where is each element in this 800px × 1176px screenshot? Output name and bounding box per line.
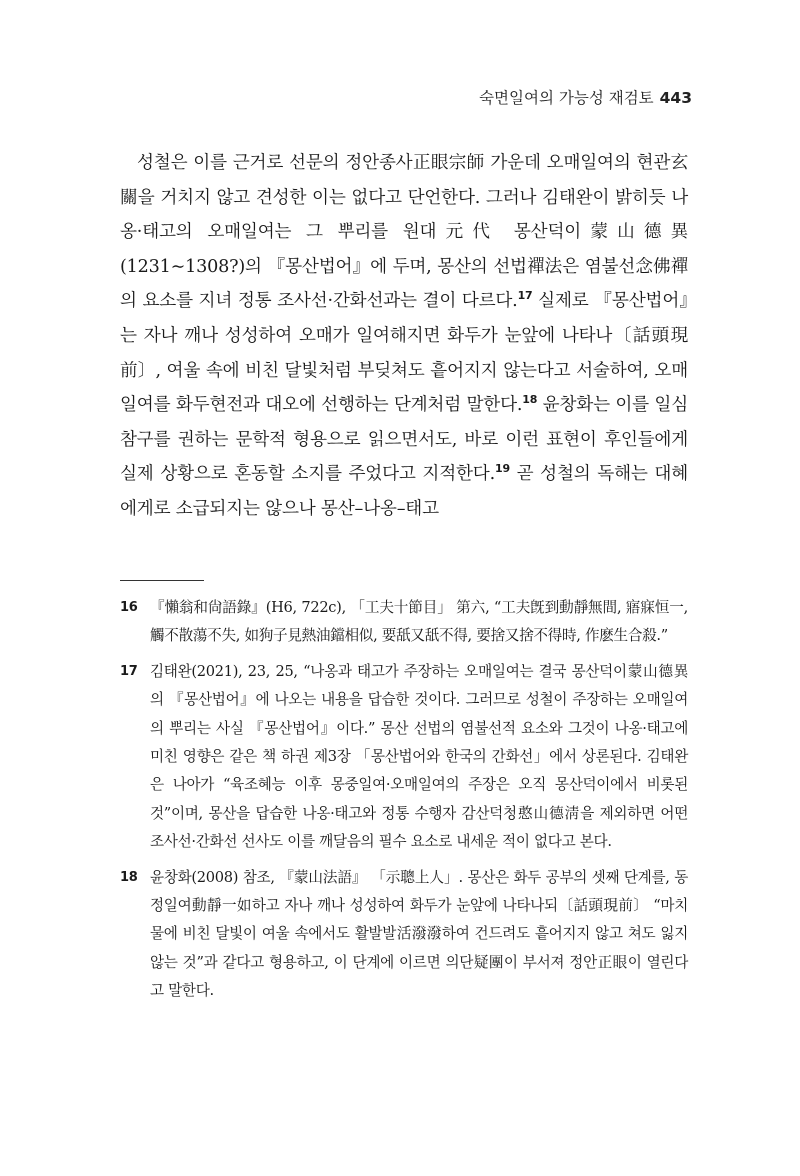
footnote-text: 『懶翁和尙語錄』(H6, 722c), 「工夫十節目」 第六, “工夫旣到動靜無間, 寤寐恒一, 觸不散蕩不失, 如狗子見熱油鐺相似, 要舐又舐不得, 要捨又捨不得時, 作麽生合殺.” bbox=[150, 599, 688, 645]
footnote-16 bbox=[120, 594, 688, 651]
footnote-ref-19[interactable]: 19 bbox=[494, 462, 510, 476]
running-header bbox=[479, 86, 692, 108]
page-number: 443 bbox=[659, 89, 692, 107]
body-text-segment: 성철은 이를 근거로 선문의 정안종사正眼宗師 가운데 오매일여의 현관玄關을 거치지 않고 견성한 이는 없다고 단언한다. 그러나 김태완이 밝히듯 나옹·태고의 오매일여는 그 뿌리를 원대元代 몽산덕이蒙山德異(1231∼1308?)의 『몽산법어』에 두며, 몽산의 선법禪法은 염불선念佛禪의 요소를 지녀 정통 조사선·간화선과는 결이 다르다. bbox=[120, 153, 688, 312]
footnote-ref-17[interactable]: 17 bbox=[517, 289, 533, 303]
footnote-number: 16 bbox=[120, 600, 138, 615]
footnote-number: 17 bbox=[120, 663, 138, 679]
footnote-text: 윤창화(2008) 참조, 『蒙山法語』 「示聰上人」. 몽산은 화두 공부의 셋째 단계를, 동정일여動靜一如하고 자나 깨나 성성하여 화두가 눈앞에 나타나되〔話頭現前〕 “마치 물에 비친 달빛이 여울 속에서도 활발발活潑潑하여 건드려도 흩어지지 않고 쳐도 잃지 않는 것”과 같다고 형용하고, 이 단계에 이르면 의단疑團이 부서져 정안正眼이 열린다고 말한다. bbox=[150, 868, 688, 1000]
body-paragraph bbox=[120, 146, 688, 527]
footnote-number: 18 bbox=[120, 869, 138, 885]
body-text-segment: 윤창화는 이를 일심 참구를 권하는 문학적 형용으로 읽으면서도, 바로 이런 표현이 후인들에게 실제 상황으로 혼동할 소지를 주었다고 지적한다. bbox=[120, 395, 688, 485]
running-title: 숙면일여의 가능성 재검토 bbox=[479, 89, 654, 107]
body-text-segment: 실제로 『몽산법어』는 자나 깨나 성성하여 오매가 일여해지면 화두가 눈앞에 나타나〔話頭現前〕, 여울 속에 비친 달빛처럼 부딪쳐도 흩어지지 않는다고 서술하여, 오매일여를 화두현전과 대오에 선행하는 단계처럼 말한다. bbox=[120, 291, 688, 416]
footnote-ref-18[interactable]: 18 bbox=[522, 393, 538, 407]
body-text-segment: 곧 성철의 독해는 대혜에게로 소급되지는 않으나 몽산–나옹–태고 bbox=[120, 464, 688, 519]
footnote-divider bbox=[120, 580, 204, 581]
footnote-text: 김태완(2021), 23, 25, “나옹과 태고가 주장하는 오매일여는 결국 몽산덕이蒙山德異의 『몽산법어』에 나오는 내용을 답습한 것이다. 그러므로 성철이 주장하는 오매일여의 뿌리는 사실 『몽산법어』이다.” 몽산 선법의 염불선적 요소와 그것이 나옹·태고에 미친 영향은 같은 책 하권 제3장 「몽산법어와 한국의 간화선」에서 상론된다. 김태완은 나아가 “육조혜능 이후 몽중일여·오매일여의 주장은 오직 몽산덕이에서 비롯된 것”이며, 몽산을 답습한 나옹·태고와 정통 수행자 감산덕청憨山德淸을 제외하면 어떤 조사선·간화선 선사도 이를 깨달음의 필수 요소로 내세운 적이 없다고 본다. bbox=[150, 662, 688, 851]
footnotes bbox=[120, 594, 688, 1013]
footnote-18 bbox=[120, 864, 688, 1006]
footnote-17 bbox=[120, 658, 688, 857]
